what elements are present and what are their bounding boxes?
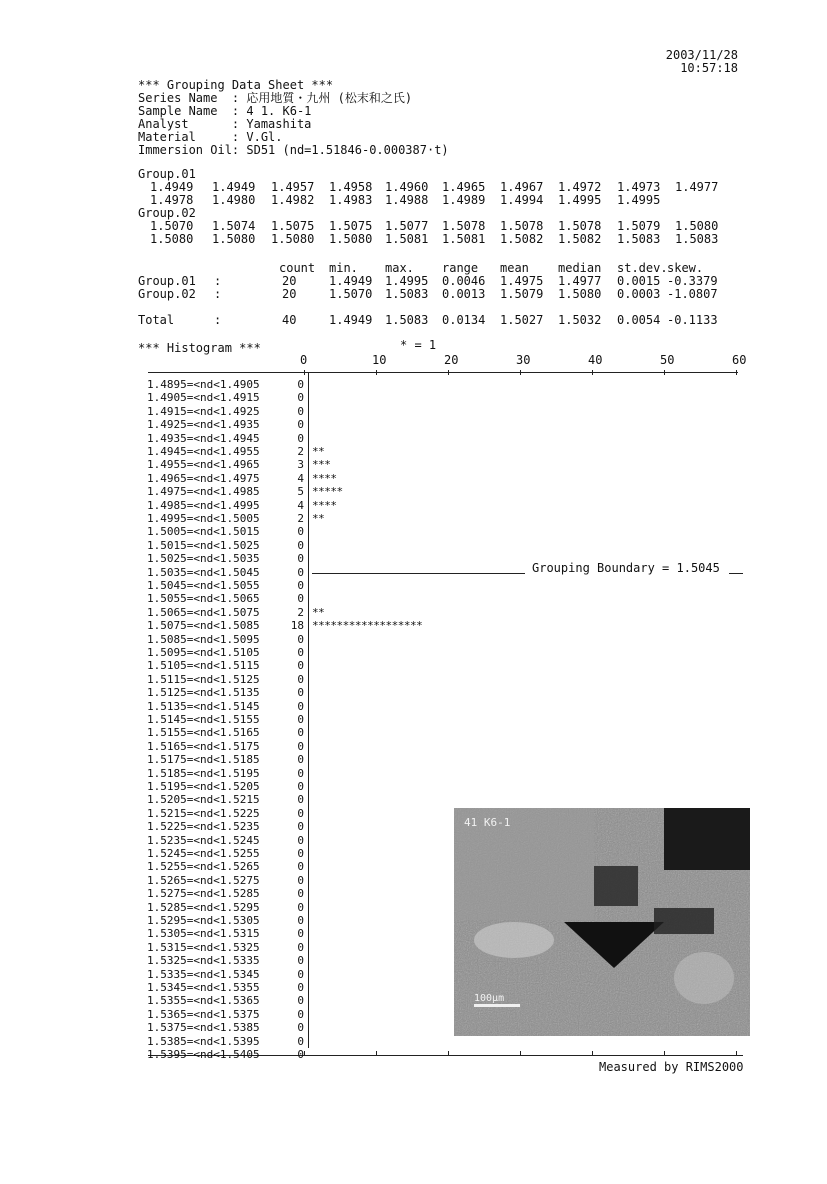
group-value: 1.5082	[558, 232, 602, 246]
bin-label: 1.4935=<nd<1.4945	[147, 431, 260, 445]
group-value: 1.4967	[500, 180, 544, 194]
bin-label: 1.5225=<nd<1.5235	[147, 820, 260, 834]
bin-label: 1.5075=<nd<1.5085	[147, 619, 260, 633]
bin-label: 1.4905=<nd<1.4915	[147, 391, 260, 405]
bin-label: 1.5145=<nd<1.5155	[147, 713, 260, 726]
bin-count: 0	[297, 1034, 304, 1048]
bin-label: 1.5025=<nd<1.5035	[147, 552, 260, 566]
group-value: 1.4989	[442, 193, 486, 207]
bin-count: 0	[297, 552, 304, 566]
bin-count: 0	[297, 994, 304, 1008]
stat-row-sep: :	[214, 274, 222, 288]
group-value: 1.5081	[385, 232, 429, 246]
bin-label: 1.5085=<nd<1.5095	[147, 632, 260, 646]
bin-count: 0	[297, 820, 304, 834]
bin-count: 0	[297, 378, 304, 391]
bin-count: 0	[297, 579, 304, 592]
group-value: 1.4983	[329, 193, 373, 207]
group-value: 1.5078	[558, 219, 602, 233]
bin-count: 0	[297, 914, 304, 927]
group-value: 1.4988	[385, 193, 429, 207]
meta-line: Analyst : Yamashita	[138, 117, 312, 131]
bin-label: 1.5205=<nd<1.5215	[147, 793, 260, 807]
bin-count: 0	[297, 847, 304, 860]
bin-count: 0	[297, 632, 304, 646]
bin-label: 1.5385=<nd<1.5395	[147, 1034, 260, 1048]
stat-header: median	[558, 261, 602, 275]
bin-count: 0	[297, 646, 304, 659]
stat-header: mean	[500, 261, 529, 275]
bin-label: 1.5215=<nd<1.5225	[147, 806, 260, 820]
boundary-line	[312, 573, 525, 574]
bin-label: 1.5105=<nd<1.5115	[147, 659, 260, 673]
bin-count: 0	[297, 418, 304, 432]
group-value: 1.4978	[150, 193, 194, 207]
axis-tick-top	[448, 370, 449, 375]
group-value: 1.5083	[675, 232, 719, 246]
group-value: 1.4994	[500, 193, 544, 207]
axis-tick-top	[376, 370, 377, 375]
group-value: 1.4973	[617, 180, 661, 194]
bin-label: 1.5195=<nd<1.5205	[147, 780, 260, 793]
footer-credit: Measured by RIMS2000	[599, 1060, 744, 1074]
axis-tick-top	[664, 370, 665, 375]
axis-tick-top	[520, 370, 521, 375]
bin-count: 0	[297, 967, 304, 981]
axis-tick-bottom	[736, 1051, 737, 1056]
stat-value: 0.0013	[442, 287, 486, 301]
group-value: 1.5080	[329, 232, 373, 246]
bin-label: 1.4895=<nd<1.4905	[147, 378, 260, 391]
stat-row-name: Total	[138, 313, 175, 327]
axis-tick-top	[592, 370, 593, 375]
bin-count: 0	[297, 766, 304, 780]
stat-value: 0.0015	[617, 274, 661, 288]
stat-value: 1.5032	[558, 313, 602, 327]
bin-count: 0	[297, 1048, 304, 1061]
group-value: 1.4977	[675, 180, 719, 194]
bin-count: 0	[297, 525, 304, 539]
stat-value: 20	[282, 274, 297, 288]
bin-label: 1.5345=<nd<1.5355	[147, 981, 260, 994]
bin-bar: **	[312, 512, 325, 525]
axis-tick-bottom	[448, 1051, 449, 1056]
bin-count: 0	[297, 391, 304, 405]
bin-bar: *****	[312, 485, 343, 499]
bin-label: 1.5395=<nd<1.5405	[147, 1048, 260, 1061]
sample-photo	[454, 808, 750, 1036]
stat-value: 0.0046	[442, 274, 486, 288]
stat-row-sep: :	[214, 313, 222, 327]
bin-count: 0	[297, 900, 304, 914]
stat-value: 1.5079	[500, 287, 544, 301]
group-value: 1.5075	[271, 219, 315, 233]
group-value: 1.4995	[617, 193, 661, 207]
bin-label: 1.5305=<nd<1.5315	[147, 927, 260, 941]
stat-value: 1.5070	[329, 287, 373, 301]
bin-count: 0	[297, 592, 304, 606]
bin-count: 0	[297, 981, 304, 994]
bin-label: 1.5365=<nd<1.5375	[147, 1007, 260, 1021]
bin-label: 1.5235=<nd<1.5245	[147, 833, 260, 847]
stat-header: st.dev.	[617, 261, 668, 275]
bin-label: 1.4975=<nd<1.4985	[147, 485, 260, 499]
bin-count: 0	[297, 753, 304, 767]
axis-tick-bottom	[520, 1051, 521, 1056]
bin-label: 1.5375=<nd<1.5385	[147, 1021, 260, 1035]
group-value: 1.4958	[329, 180, 373, 194]
stat-row-sep: :	[214, 287, 222, 301]
report-date: 2003/11/28	[665, 48, 738, 62]
bin-count: 0	[297, 1007, 304, 1021]
stat-header: skew.	[667, 261, 704, 275]
bin-count: 0	[297, 431, 304, 445]
bin-label: 1.5005=<nd<1.5015	[147, 525, 260, 539]
bin-label: 1.5015=<nd<1.5025	[147, 538, 260, 552]
stat-value: 0.0003	[617, 287, 661, 301]
bin-label: 1.5185=<nd<1.5195	[147, 766, 260, 780]
bin-label: 1.4955=<nd<1.4965	[147, 458, 260, 472]
axis-tick-label: 60	[732, 353, 747, 367]
group-value: 1.4960	[385, 180, 429, 194]
bin-bar: ******************	[312, 619, 423, 633]
bin-count: 0	[297, 713, 304, 726]
histogram-title: *** Histogram ***	[138, 341, 261, 355]
bin-bar: **	[312, 605, 325, 619]
group-value: 1.5080	[271, 232, 315, 246]
meta-line: Series Name : 応用地質・九州 (松末和之氏)	[138, 91, 413, 105]
bin-label: 1.5095=<nd<1.5105	[147, 646, 260, 659]
bin-count: 4	[297, 498, 304, 512]
axis-tick-bottom	[376, 1051, 377, 1056]
stat-header: range	[442, 261, 479, 275]
bin-count: 0	[297, 686, 304, 700]
group-value: 1.5080	[212, 232, 256, 246]
bin-count: 0	[297, 699, 304, 713]
stat-value: 1.5083	[385, 313, 429, 327]
stat-value: 1.5027	[500, 313, 544, 327]
bin-label: 1.5135=<nd<1.5145	[147, 699, 260, 713]
group-value: 1.4949	[150, 180, 194, 194]
stat-value: 1.4975	[500, 274, 544, 288]
bin-count: 0	[297, 672, 304, 686]
bin-count: 0	[297, 726, 304, 740]
photo-scale-label: 100μm	[474, 993, 505, 1004]
axis-tick-label: 10	[372, 353, 387, 367]
boundary-label: Grouping Boundary = 1.5045	[532, 561, 720, 575]
bin-bar: ****	[312, 471, 337, 485]
bin-label: 1.5245=<nd<1.5255	[147, 847, 260, 860]
boundary-line-end	[729, 573, 743, 574]
bin-count: 0	[297, 927, 304, 941]
stat-value: 1.4949	[329, 313, 373, 327]
bin-count: 0	[297, 833, 304, 847]
bin-count: 0	[297, 659, 304, 673]
axis-tick-label: 40	[588, 353, 603, 367]
bin-bar: **	[312, 445, 325, 458]
bin-label: 1.5155=<nd<1.5165	[147, 726, 260, 740]
bin-count: 0	[297, 538, 304, 552]
stat-value: -0.3379	[667, 274, 718, 288]
stat-value: 0.0054	[617, 313, 661, 327]
group-value: 1.5070	[150, 219, 194, 233]
group-value: 1.4995	[558, 193, 602, 207]
stat-value: 1.4949	[329, 274, 373, 288]
bin-label: 1.4965=<nd<1.4975	[147, 471, 260, 485]
bin-label: 1.4915=<nd<1.4925	[147, 404, 260, 418]
bin-label: 1.4995=<nd<1.5005	[147, 512, 260, 525]
group-value: 1.5078	[442, 219, 486, 233]
bin-label: 1.5265=<nd<1.5275	[147, 873, 260, 887]
group-value: 1.5081	[442, 232, 486, 246]
bin-label: 1.5285=<nd<1.5295	[147, 900, 260, 914]
group-value: 1.5074	[212, 219, 256, 233]
bin-label: 1.5175=<nd<1.5185	[147, 753, 260, 767]
group-value: 1.5080	[150, 232, 194, 246]
bin-label: 1.5355=<nd<1.5365	[147, 994, 260, 1008]
group-name: Group.02	[138, 206, 196, 220]
axis-tick-bottom	[664, 1051, 665, 1056]
group-value: 1.4957	[271, 180, 315, 194]
bin-count: 18	[290, 619, 304, 633]
group-value: 1.5077	[385, 219, 429, 233]
axis-line-top	[148, 372, 738, 373]
group-value: 1.4949	[212, 180, 256, 194]
stat-value: 1.5083	[385, 287, 429, 301]
meta-line: Immersion Oil: SD51 (nd=1.51846-0.000387·t)	[138, 143, 449, 157]
bin-label: 1.5125=<nd<1.5135	[147, 686, 260, 700]
bin-count: 5	[297, 485, 304, 499]
group-value: 1.5075	[329, 219, 373, 233]
scale-note: * = 1	[400, 338, 437, 352]
axis-tick-label: 0	[300, 353, 308, 367]
stat-header: min.	[329, 261, 358, 275]
group-name: Group.01	[138, 167, 196, 181]
stat-value: 40	[282, 313, 297, 327]
stat-value: -1.0807	[667, 287, 718, 301]
bin-label: 1.5325=<nd<1.5335	[147, 954, 260, 968]
group-value: 1.4980	[212, 193, 256, 207]
bin-count: 0	[297, 404, 304, 418]
bin-count: 2	[297, 512, 304, 525]
histogram-baseline	[308, 372, 309, 1048]
bin-label: 1.4925=<nd<1.4935	[147, 418, 260, 432]
bin-count: 0	[297, 793, 304, 807]
stat-value: 0.0134	[442, 313, 486, 327]
stat-row-name: Group.02	[138, 287, 196, 301]
group-value: 1.5082	[500, 232, 544, 246]
group-value: 1.5080	[675, 219, 719, 233]
stat-header: count	[279, 261, 316, 275]
bin-count: 0	[297, 739, 304, 753]
bin-count: 0	[297, 940, 304, 954]
meta-line: Material : V.Gl.	[138, 130, 283, 144]
stat-value: 1.4995	[385, 274, 429, 288]
bin-count: 4	[297, 471, 304, 485]
bin-label: 1.5335=<nd<1.5345	[147, 967, 260, 981]
stat-header: max.	[385, 261, 414, 275]
report-time: 10:57:18	[680, 61, 738, 75]
bin-count: 0	[297, 1021, 304, 1035]
bin-count: 0	[297, 806, 304, 820]
bin-count: 0	[297, 565, 304, 579]
bin-label: 1.5295=<nd<1.5305	[147, 914, 260, 927]
bin-label: 1.5315=<nd<1.5325	[147, 940, 260, 954]
bin-label: 1.4985=<nd<1.4995	[147, 498, 260, 512]
bin-count: 2	[297, 605, 304, 619]
stat-row-name: Group.01	[138, 274, 196, 288]
axis-tick-top	[304, 370, 305, 375]
bin-count: 0	[297, 887, 304, 901]
bin-label: 1.5115=<nd<1.5125	[147, 672, 260, 686]
group-value: 1.4965	[442, 180, 486, 194]
axis-tick-label: 20	[444, 353, 459, 367]
meta-line: Sample Name : 4 1. K6-1	[138, 104, 312, 118]
axis-tick-label: 30	[516, 353, 531, 367]
bin-label: 1.5165=<nd<1.5175	[147, 739, 260, 753]
group-value: 1.4982	[271, 193, 315, 207]
group-value: 1.5083	[617, 232, 661, 246]
bin-count: 3	[297, 458, 304, 472]
axis-tick-label: 50	[660, 353, 675, 367]
stat-value: 1.5080	[558, 287, 602, 301]
stat-value: 1.4977	[558, 274, 602, 288]
bin-label: 1.5275=<nd<1.5285	[147, 887, 260, 901]
stat-value: -0.1133	[667, 313, 718, 327]
bin-label: 1.4945=<nd<1.4955	[147, 445, 260, 458]
bin-count: 0	[297, 954, 304, 968]
group-value: 1.4972	[558, 180, 602, 194]
stat-value: 20	[282, 287, 297, 301]
bin-count: 2	[297, 445, 304, 458]
axis-tick-bottom	[592, 1051, 593, 1056]
bin-label: 1.5035=<nd<1.5045	[147, 565, 260, 579]
bin-count: 0	[297, 873, 304, 887]
group-value: 1.5079	[617, 219, 661, 233]
bin-bar: ***	[312, 458, 331, 472]
photo-caption: 41 K6-1	[464, 816, 511, 829]
axis-tick-bottom	[304, 1051, 305, 1056]
bin-count: 0	[297, 780, 304, 793]
bin-label: 1.5065=<nd<1.5075	[147, 605, 260, 619]
bin-label: 1.5055=<nd<1.5065	[147, 592, 260, 606]
sheet-title: *** Grouping Data Sheet ***	[138, 78, 334, 92]
bin-count: 0	[297, 860, 304, 874]
axis-tick-top	[736, 370, 737, 375]
bin-label: 1.5045=<nd<1.5055	[147, 579, 260, 592]
group-value: 1.5078	[500, 219, 544, 233]
bin-label: 1.5255=<nd<1.5265	[147, 860, 260, 874]
bin-bar: ****	[312, 498, 337, 512]
